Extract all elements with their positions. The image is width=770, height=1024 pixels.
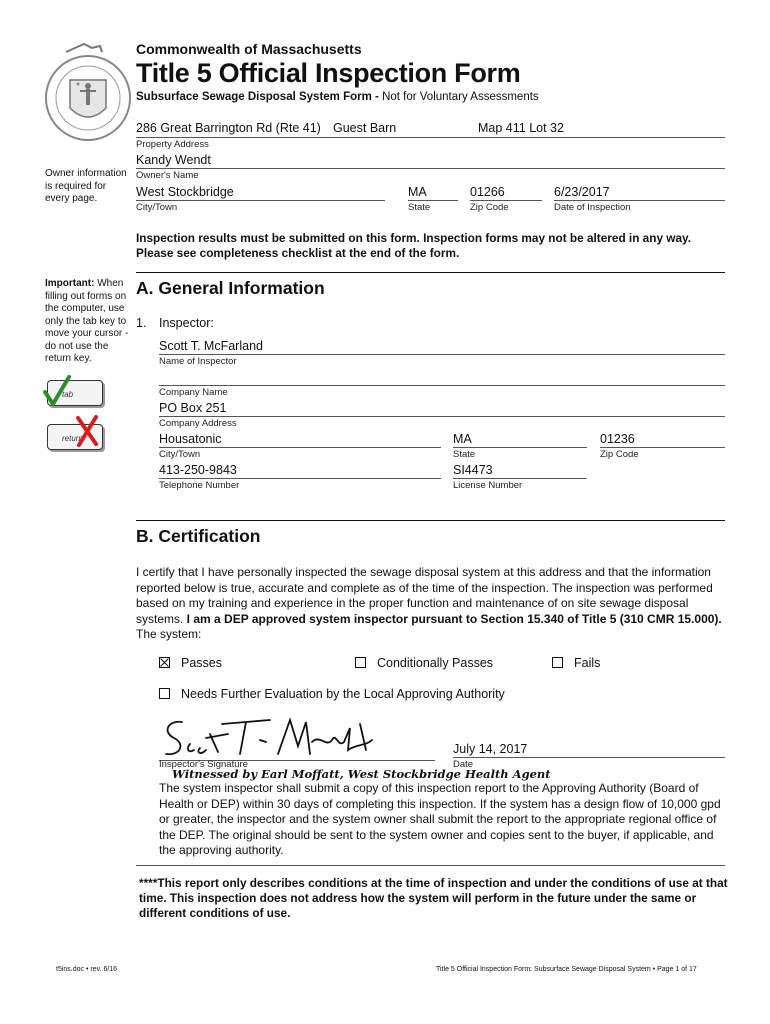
commonwealth-seal [40, 38, 136, 142]
return-key-label: return [62, 434, 83, 443]
important-note [45, 278, 129, 366]
fails-label: Fails [574, 656, 601, 670]
submit-text: The system inspector shall submit a copy of this inspection report to the Approving Authority (Board of Health or DEP) within 30 days of completing this inspection. If the system has a design flow of 10,000 gpd or greater, the inspector and the system owner shall submit the report to the appropriate regional office of the DEP. The original should be sent to the system owner and copies sent to the buyer, if applicable, and the approving authority. [159, 781, 721, 857]
signature-date-label: Date [453, 759, 474, 770]
inspector-signature-image [160, 714, 380, 762]
needs-evaluation-checkbox[interactable] [159, 688, 170, 699]
needs-evaluation-label: Needs Further Evaluation by the Local Approving Authority [181, 687, 505, 701]
subtitle-bold: Subsurface Sewage Disposal System Form - [136, 91, 383, 103]
owner-state-field[interactable]: MA [408, 185, 427, 199]
license-label: License Number [453, 480, 523, 491]
witness-annotation: Witnessed by Earl Moffatt, West Stockbridge Health Agent [172, 767, 551, 781]
cert-bold: I am a DEP approved system inspector pursuant to Section 15.340 of Title 5 (310 CMR 15.000). [183, 611, 722, 626]
checkmark-icon [42, 374, 72, 408]
owner-zip-label: Zip Code [470, 202, 509, 213]
company-state-label: State [453, 449, 476, 460]
signature-label: Inspector's Signature [159, 759, 248, 770]
cert-text: I certify that I have personally inspected the sewage disposal system at this address and that the information reported below is true, accurate and complete as of the time of the inspection. The inspection was performed based on my training and experience in the proper function and maintenance of on site sewage disposal systems. [136, 565, 713, 626]
company-zip-field[interactable]: 01236 [600, 432, 635, 446]
important-rest: When filling out forms on the computer, use only the tab key to move your cursor - do not use the return key. [45, 278, 129, 364]
commonwealth-heading: Commonwealth of Massachusetts [136, 41, 362, 57]
owner-city-label: City/Town [136, 202, 178, 213]
submission-notice: Inspection results must be submitted on this form. Inspection forms may not be altered in any way. Please see completeness checklist at the end of the form. [136, 231, 691, 260]
footer-left: t5ins.doc • rev. 6/16 [56, 966, 118, 973]
inspector-item-label: Inspector: [159, 316, 214, 330]
submission-instructions [159, 781, 726, 859]
owner-state-label: State [408, 202, 431, 213]
property-address-field[interactable]: 286 Great Barrington Rd (Rte 41) [136, 121, 321, 135]
x-mark-icon [74, 414, 100, 448]
cert-end: The system: [136, 627, 202, 641]
certification-text [136, 565, 726, 643]
telephone-field[interactable]: 413-250-9843 [159, 463, 237, 477]
company-address-label: Company Address [159, 418, 237, 429]
footer-right: Title 5 Official Inspection Form: Subsurface Sewage Disposal System • Page 1 of 17 [436, 966, 697, 973]
inspection-date-field[interactable]: 6/23/2017 [554, 185, 610, 199]
item-number: 1. [136, 316, 147, 330]
owner-info-note: Owner information is required for every page. [45, 168, 127, 204]
inspection-date-label: Date of Inspection [554, 202, 631, 213]
property-address-extra: Guest Barn [333, 121, 397, 135]
owner-zip-field[interactable]: 01266 [470, 185, 505, 199]
owner-name-label: Owner's Name [136, 170, 199, 181]
conditionally-passes-label: Conditionally Passes [377, 656, 494, 670]
form-subtitle [136, 91, 539, 103]
inspector-name-field[interactable]: Scott T. McFarland [159, 339, 263, 353]
important-bold: Important: [45, 278, 95, 289]
tab-key-label: tab [62, 390, 74, 399]
disclaimer-text: ****This report only describes conditions at the time of inspection and under the conditions of use at that time. This inspection does not address how the system will perform in the future under the same or different conditions of use. [139, 876, 728, 920]
inspector-name-label: Name of Inspector [159, 356, 237, 367]
company-name-label: Company Name [159, 387, 228, 398]
company-city-field[interactable]: Housatonic [159, 432, 222, 446]
owner-name-field[interactable]: Kandy Wendt [136, 153, 211, 167]
subtitle-normal: Not for Voluntary Assessments [382, 91, 539, 103]
section-a-heading: A. General Information [136, 278, 325, 298]
form-title: Title 5 Official Inspection Form [136, 58, 521, 88]
company-city-label: City/Town [159, 449, 201, 460]
section-b-heading: B. Certification [136, 526, 261, 546]
passes-label: Passes [181, 656, 222, 670]
conditionally-passes-checkbox[interactable] [355, 657, 366, 668]
license-field[interactable]: SI4473 [453, 463, 493, 477]
passes-checkbox[interactable] [159, 657, 170, 668]
telephone-label: Telephone Number [159, 480, 240, 491]
company-address-field[interactable]: PO Box 251 [159, 401, 227, 415]
fails-checkbox[interactable] [552, 657, 563, 668]
signature-date-field[interactable]: July 14, 2017 [453, 742, 528, 756]
map-lot-field[interactable]: Map 411 Lot 32 [478, 121, 564, 135]
owner-city-field[interactable]: West Stockbridge [136, 185, 234, 199]
property-address-label: Property Address [136, 139, 209, 150]
company-state-field[interactable]: MA [453, 432, 472, 446]
company-zip-label: Zip Code [600, 449, 639, 460]
